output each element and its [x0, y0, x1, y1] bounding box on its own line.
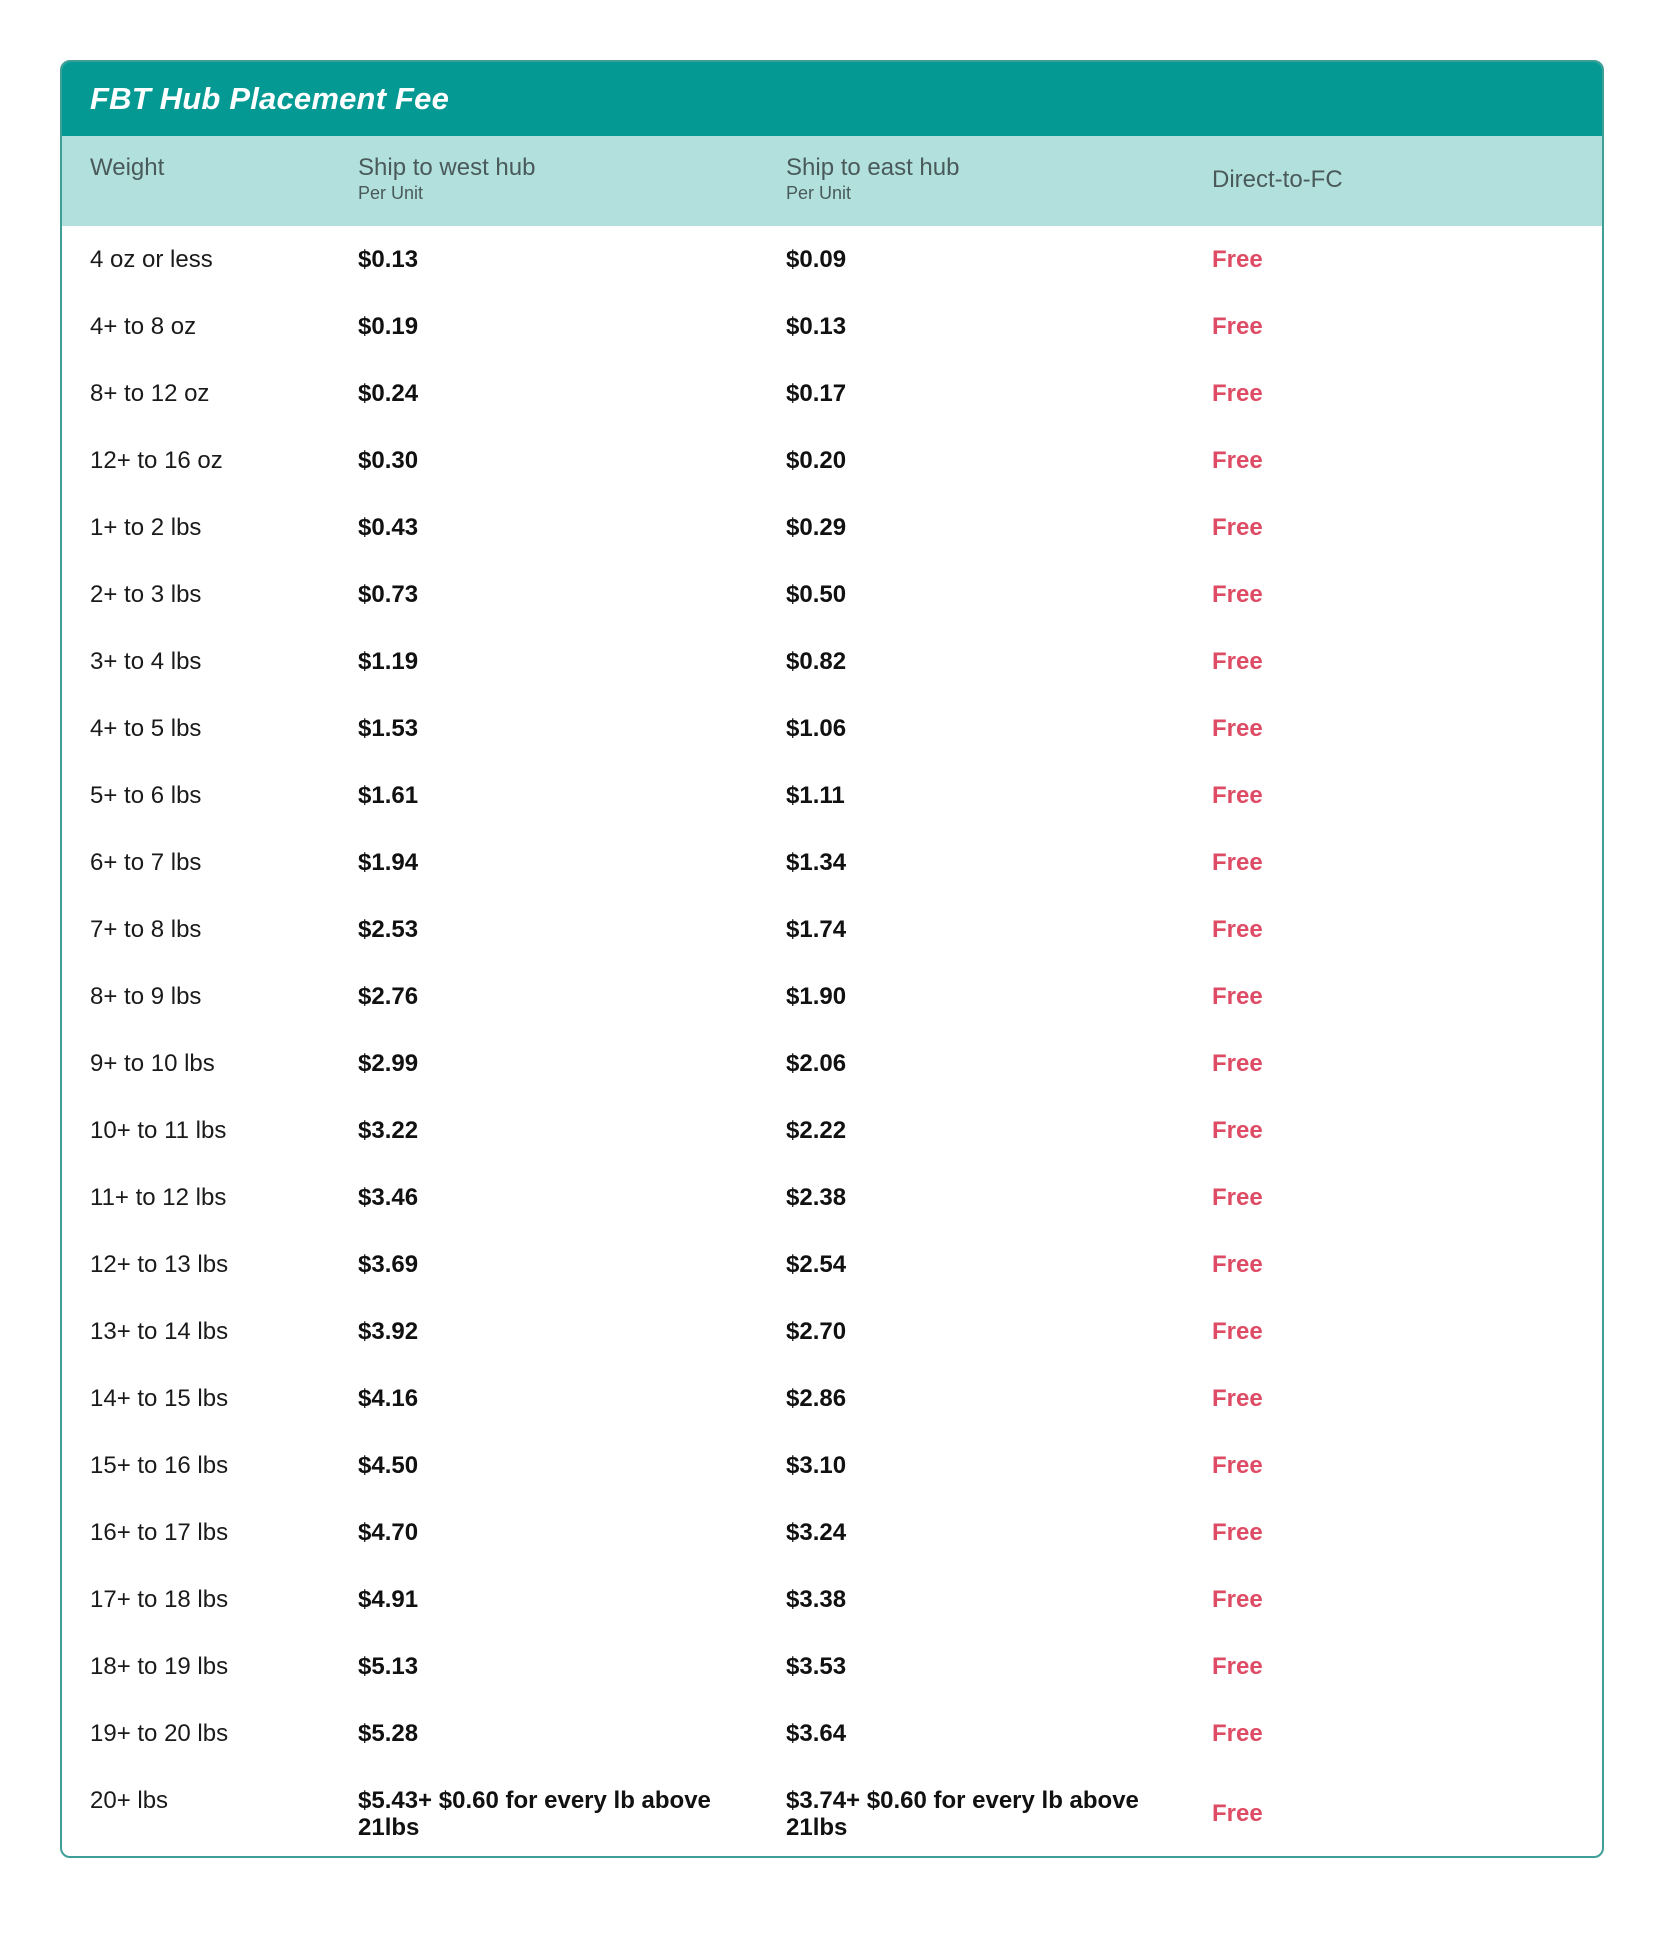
direct-to-fc-fee-cell: Free	[1212, 1720, 1263, 1747]
west-hub-fee-cell: $5.13	[358, 1653, 419, 1680]
east-hub-fee-cell: $0.50	[786, 581, 847, 608]
weight-cell: 8+ to 9 lbs	[90, 983, 202, 1010]
east-hub-fee-cell: $1.90	[786, 983, 847, 1010]
weight-cell: 6+ to 7 lbs	[90, 849, 202, 876]
weight-cell: 4 oz or less	[90, 246, 213, 273]
east-hub-fee-cell: $1.34	[786, 849, 847, 876]
direct-to-fc-fee-cell: Free	[1212, 849, 1263, 876]
east-hub-fee-cell: $3.24	[786, 1519, 847, 1546]
table-row	[62, 829, 1602, 896]
direct-to-fc-fee-cell: Free	[1212, 1318, 1263, 1345]
west-hub-fee-cell: $4.16	[358, 1385, 419, 1412]
direct-to-fc-fee-cell: Free	[1212, 1653, 1263, 1680]
header-east-hub-sublabel: Per Unit	[786, 183, 852, 203]
direct-to-fc-fee-cell: Free	[1212, 1800, 1263, 1827]
east-hub-fee-cell: $0.82	[786, 648, 847, 675]
weight-cell: 2+ to 3 lbs	[90, 581, 202, 608]
west-hub-fee-cell: $4.50	[358, 1452, 419, 1479]
header-east-hub	[786, 154, 959, 204]
table-header-row	[62, 136, 1602, 226]
east-hub-fee-cell: $0.13	[786, 313, 847, 340]
direct-to-fc-fee-cell: Free	[1212, 1184, 1263, 1211]
header-weight-label: Weight	[90, 154, 165, 181]
weight-cell: 19+ to 20 lbs	[90, 1720, 229, 1747]
east-hub-fee-cell: $2.86	[786, 1385, 847, 1412]
west-hub-fee-cell: $5.43+ $0.60 for every lb above 21lbs	[358, 1787, 711, 1841]
table-row	[62, 1164, 1602, 1231]
weight-cell: 12+ to 13 lbs	[90, 1251, 229, 1278]
east-hub-fee-cell: $0.09	[786, 246, 847, 273]
direct-to-fc-fee-cell: Free	[1212, 983, 1263, 1010]
west-hub-fee-cell: $0.30	[358, 447, 419, 474]
east-hub-fee-cell: $2.70	[786, 1318, 847, 1345]
weight-cell: 5+ to 6 lbs	[90, 782, 202, 809]
west-hub-fee-cell: $3.69	[358, 1251, 419, 1278]
east-hub-fee-cell: $1.11	[786, 782, 845, 809]
west-hub-fee-cell: $1.53	[358, 715, 419, 742]
table-row	[62, 561, 1602, 628]
west-hub-fee-cell: $0.19	[358, 313, 419, 340]
east-hub-fee-cell: $3.64	[786, 1720, 847, 1747]
table-row	[62, 1432, 1602, 1499]
fee-table-card	[60, 60, 1604, 1858]
table-row	[62, 1365, 1602, 1432]
direct-to-fc-fee-cell: Free	[1212, 1586, 1263, 1613]
table-title: FBT Hub Placement Fee	[90, 81, 450, 116]
direct-to-fc-fee-cell: Free	[1212, 1519, 1263, 1546]
west-hub-fee-cell: $0.43	[358, 514, 419, 541]
east-hub-fee-cell: $0.29	[786, 514, 847, 541]
table-row	[62, 896, 1602, 963]
east-hub-fee-cell: $0.17	[786, 380, 847, 407]
direct-to-fc-fee-cell: Free	[1212, 648, 1263, 675]
table-row	[62, 1097, 1602, 1164]
west-hub-fee-cell: $1.61	[358, 782, 419, 809]
weight-cell: 10+ to 11 lbs	[90, 1117, 227, 1144]
weight-cell: 14+ to 15 lbs	[90, 1385, 229, 1412]
direct-to-fc-fee-cell: Free	[1212, 782, 1263, 809]
table-row	[62, 1767, 1602, 1857]
west-hub-fee-cell: $3.92	[358, 1318, 419, 1345]
direct-to-fc-fee-cell: Free	[1212, 246, 1263, 273]
header-direct-to-fc	[1212, 166, 1343, 194]
header-west-hub-sublabel: Per Unit	[358, 183, 424, 203]
west-hub-fee-cell: $1.94	[358, 849, 419, 876]
table-row	[62, 1633, 1602, 1700]
east-hub-fee-cell: $2.38	[786, 1184, 847, 1211]
weight-cell: 4+ to 5 lbs	[90, 715, 202, 742]
west-hub-fee-cell: $1.19	[358, 648, 419, 675]
table-row	[62, 1566, 1602, 1633]
east-hub-fee-cell: $3.53	[786, 1653, 847, 1680]
table-row	[62, 226, 1602, 293]
weight-cell: 12+ to 16 oz	[90, 447, 223, 474]
direct-to-fc-fee-cell: Free	[1212, 1385, 1263, 1412]
west-hub-fee-cell: $5.28	[358, 1720, 419, 1747]
table-row	[62, 963, 1602, 1030]
direct-to-fc-fee-cell: Free	[1212, 715, 1263, 742]
west-hub-fee-cell: $2.99	[358, 1050, 419, 1077]
table-row	[62, 494, 1602, 561]
weight-cell: 7+ to 8 lbs	[90, 916, 202, 943]
table-row	[62, 695, 1602, 762]
table-row	[62, 1700, 1602, 1767]
east-hub-fee-cell: $2.54	[786, 1251, 847, 1278]
weight-cell: 11+ to 12 lbs	[90, 1184, 227, 1211]
header-east-hub-label: Ship to east hub	[786, 154, 960, 181]
west-hub-fee-cell: $2.76	[358, 983, 419, 1010]
direct-to-fc-fee-cell: Free	[1212, 447, 1263, 474]
table-row	[62, 1030, 1602, 1097]
table-row	[62, 628, 1602, 695]
weight-cell: 1+ to 2 lbs	[90, 514, 202, 541]
weight-cell: 18+ to 19 lbs	[90, 1653, 229, 1680]
west-hub-fee-cell: $0.13	[358, 246, 419, 273]
table-row	[62, 293, 1602, 360]
weight-cell: 13+ to 14 lbs	[90, 1318, 229, 1345]
east-hub-fee-cell: $1.06	[786, 715, 847, 742]
direct-to-fc-fee-cell: Free	[1212, 916, 1263, 943]
east-hub-fee-cell: $3.38	[786, 1586, 847, 1613]
table-row	[62, 427, 1602, 494]
header-weight	[90, 154, 164, 182]
table-row	[62, 1499, 1602, 1566]
direct-to-fc-fee-cell: Free	[1212, 514, 1263, 541]
east-hub-fee-cell: $3.74+ $0.60 for every lb above 21lbs	[786, 1787, 1139, 1841]
east-hub-fee-cell: $3.10	[786, 1452, 847, 1479]
west-hub-fee-cell: $3.46	[358, 1184, 419, 1211]
weight-cell: 4+ to 8 oz	[90, 313, 197, 340]
direct-to-fc-fee-cell: Free	[1212, 581, 1263, 608]
west-hub-fee-cell: $3.22	[358, 1117, 419, 1144]
header-direct-to-fc-label: Direct-to-FC	[1212, 166, 1343, 193]
direct-to-fc-fee-cell: Free	[1212, 1117, 1263, 1144]
east-hub-fee-cell: $2.06	[786, 1050, 847, 1077]
west-hub-fee-cell: $0.73	[358, 581, 419, 608]
weight-cell: 15+ to 16 lbs	[90, 1452, 229, 1479]
direct-to-fc-fee-cell: Free	[1212, 1251, 1263, 1278]
direct-to-fc-fee-cell: Free	[1212, 1452, 1263, 1479]
header-west-hub-label: Ship to west hub	[358, 154, 536, 181]
header-west-hub	[358, 154, 535, 204]
weight-cell: 8+ to 12 oz	[90, 380, 210, 407]
west-hub-fee-cell: $4.91	[358, 1586, 419, 1613]
east-hub-fee-cell: $1.74	[786, 916, 847, 943]
table-row	[62, 1298, 1602, 1365]
table-row	[62, 360, 1602, 427]
table-body	[62, 226, 1602, 1857]
east-hub-fee-cell: $0.20	[786, 447, 847, 474]
direct-to-fc-fee-cell: Free	[1212, 1050, 1263, 1077]
direct-to-fc-fee-cell: Free	[1212, 313, 1263, 340]
weight-cell: 20+ lbs	[90, 1787, 169, 1814]
weight-cell: 16+ to 17 lbs	[90, 1519, 229, 1546]
weight-cell: 3+ to 4 lbs	[90, 648, 202, 675]
direct-to-fc-fee-cell: Free	[1212, 380, 1263, 407]
west-hub-fee-cell: $4.70	[358, 1519, 419, 1546]
west-hub-fee-cell: $2.53	[358, 916, 419, 943]
title-bar	[62, 62, 1602, 136]
east-hub-fee-cell: $2.22	[786, 1117, 847, 1144]
west-hub-fee-cell: $0.24	[358, 380, 419, 407]
table-row	[62, 762, 1602, 829]
weight-cell: 9+ to 10 lbs	[90, 1050, 215, 1077]
weight-cell: 17+ to 18 lbs	[90, 1586, 229, 1613]
table-row	[62, 1231, 1602, 1298]
